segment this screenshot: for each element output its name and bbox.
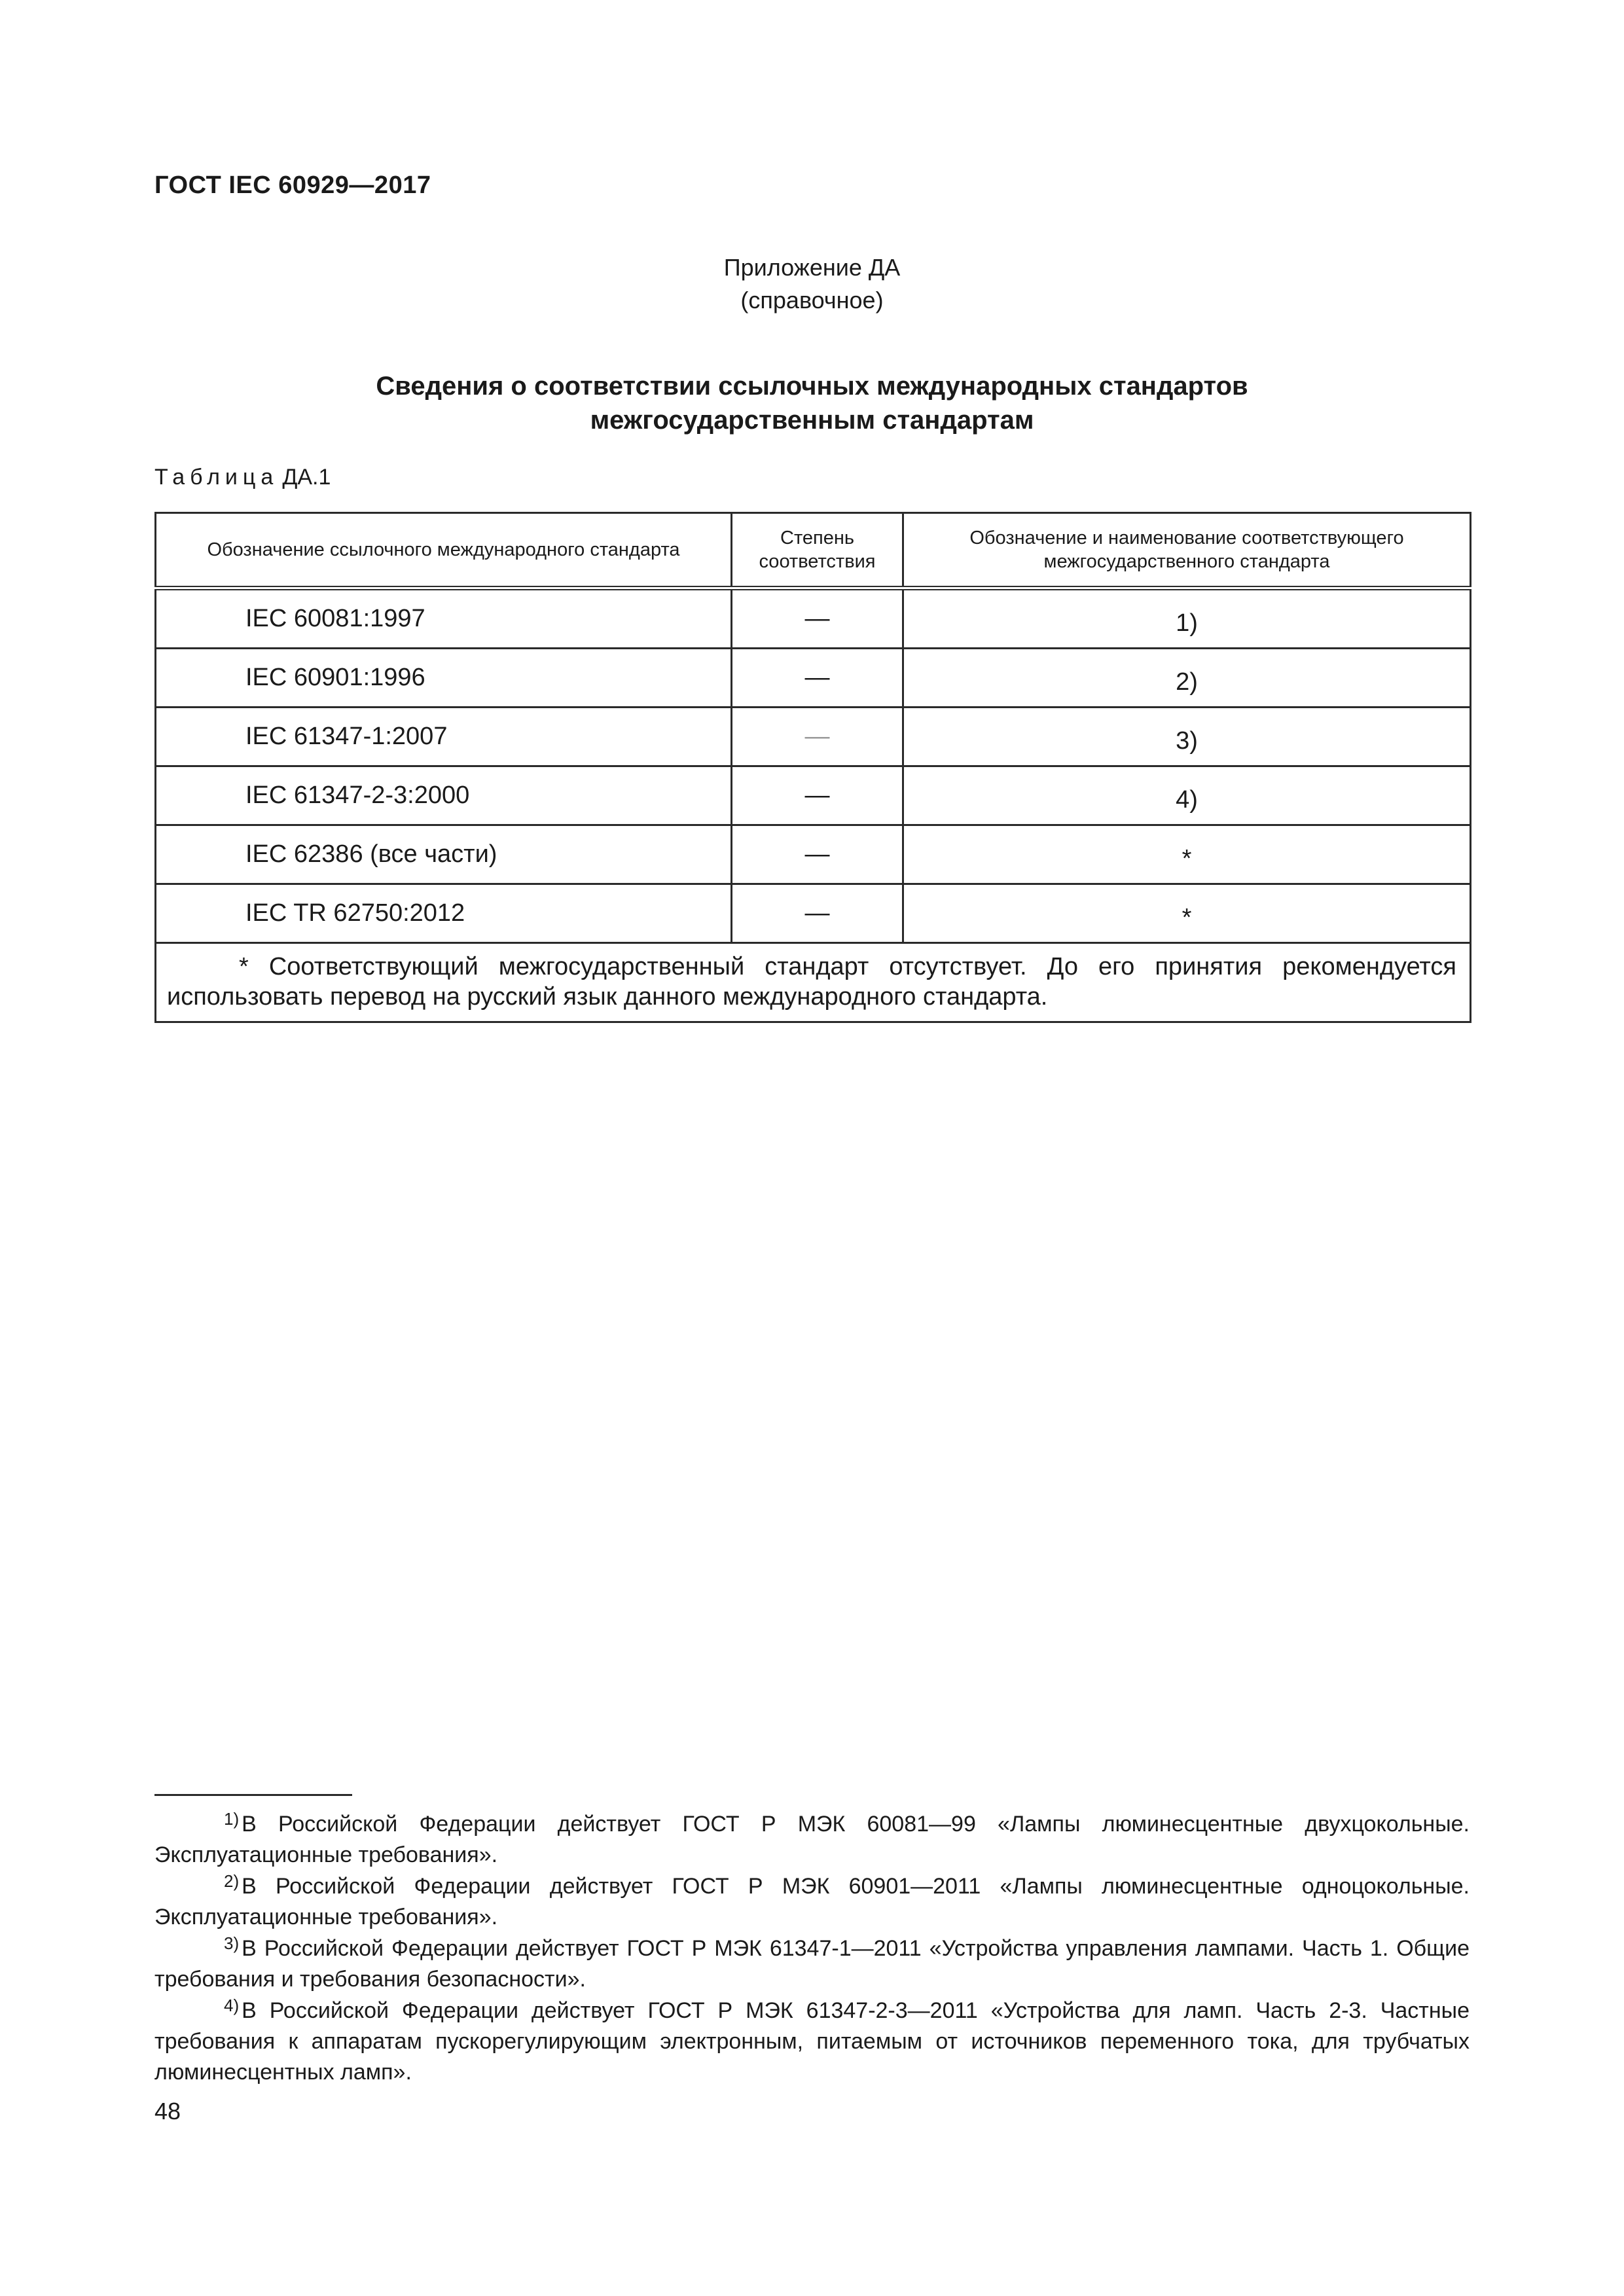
table-caption-number: ДА.1: [282, 465, 331, 490]
standard-code: IEC 60901:1996: [156, 649, 732, 708]
section-heading-line-1: Сведения о соответствии ссылочных международных стандартов: [376, 372, 1248, 401]
footnote-ref: *: [903, 884, 1471, 943]
page-number: 48: [154, 2098, 181, 2125]
footnote-mark: 2): [224, 1871, 240, 1891]
footnote-ref: 3): [903, 708, 1471, 766]
header-international-standard: Обозначение ссылочного международного стандарта: [156, 513, 732, 588]
table-note-cell: [156, 943, 1471, 1022]
table-row: [156, 884, 1471, 943]
footnote-text: В Российской Федерации действует ГОСТ Р МЭК 61347-2-3—2011 «Устройства для ламп. Часть 2-3. Частные требования к аппаратам пускорегулирующим электронным, питаемым от источников переменного тока, для трубчатых люминесцентных ламп».: [154, 1998, 1470, 2085]
table-row: [156, 588, 1471, 649]
standards-table: [154, 512, 1471, 1023]
table-note-row: [156, 943, 1471, 1022]
header-interstate-standard: Обозначение и наименование соответствующего межгосударственного стандарта: [903, 513, 1471, 588]
degree-dash: —: [732, 766, 903, 825]
table-row: [156, 649, 1471, 708]
footnote-text: В Российской Федерации действует ГОСТ Р МЭК 60901—2011 «Лампы люминесцентные одноцокольные. Эксплуатационные требования».: [154, 1874, 1470, 1929]
table-caption-word: Таблица: [154, 465, 279, 490]
annex-subtitle: (справочное): [740, 287, 884, 314]
header-degree: Степень соответствия: [732, 513, 903, 588]
footnote-2: [154, 1871, 1470, 1933]
degree-dash: —: [732, 884, 903, 943]
standard-code: IEC 61347-2-3:2000: [156, 766, 732, 825]
table-row: [156, 825, 1471, 884]
table-note: * Соответствующий межгосударственный стандарт отсутствует. До его принятия рекомендуется использовать перевод на русский язык данного международного стандарта.: [167, 953, 1456, 1011]
section-heading: [157, 369, 1467, 437]
footnote-mark: 4): [224, 1996, 240, 2015]
table-row: [156, 708, 1471, 766]
footnote-mark: 3): [224, 1933, 240, 1953]
degree-dash: —: [732, 708, 903, 766]
footnote-ref: 1): [903, 588, 1471, 649]
footnote-divider: [154, 1794, 352, 1796]
standard-code: IEC TR 62750:2012: [156, 884, 732, 943]
annex-title: Приложение ДА: [723, 254, 901, 281]
table-header-row: [156, 513, 1471, 588]
footnote-ref: *: [903, 825, 1471, 884]
annex-title-block: [0, 251, 1624, 317]
footnote-mark: 1): [224, 1809, 240, 1829]
degree-dash: —: [732, 825, 903, 884]
section-heading-line-2: межгосударственным стандартам: [590, 406, 1034, 435]
footnote-4: [154, 1996, 1470, 2088]
footnote-1: [154, 1809, 1470, 1871]
footnote-text: В Российской Федерации действует ГОСТ Р МЭК 61347-1—2011 «Устройства управления лампами. Часть 1. Общие требования и требования безопасности».: [154, 1936, 1470, 1992]
standard-code: IEC 62386 (все части): [156, 825, 732, 884]
document-code: ГОСТ IEC 60929—2017: [154, 171, 431, 199]
degree-dash: —: [732, 588, 903, 649]
degree-dash: —: [732, 649, 903, 708]
footnote-ref: 2): [903, 649, 1471, 708]
standard-code: IEC 61347-1:2007: [156, 708, 732, 766]
footnote-ref: 4): [903, 766, 1471, 825]
footnote-text: В Российской Федерации действует ГОСТ Р МЭК 60081—99 «Лампы люминесцентные двухцокольные. Эксплуатационные требования».: [154, 1812, 1470, 1867]
standard-code: IEC 60081:1997: [156, 588, 732, 649]
table-row: [156, 766, 1471, 825]
footnotes: [154, 1809, 1470, 2089]
table-caption: [154, 465, 331, 490]
footnote-3: [154, 1933, 1470, 1995]
